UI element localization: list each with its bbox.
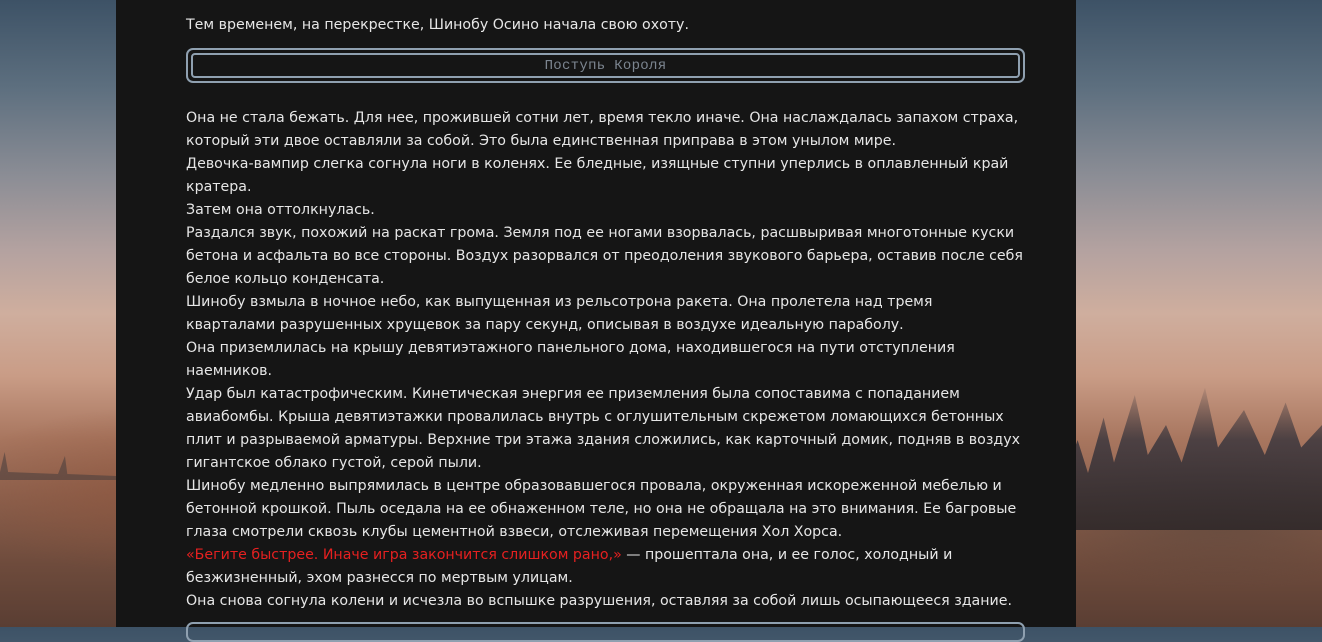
paragraph-line: который эти двое оставляли за собой. Это была единственная приправа в этом унылом мире. bbox=[186, 133, 897, 149]
paragraph-line: Она приземлилась на крышу девятиэтажного панельного дома, находившегося на пути отступления bbox=[186, 340, 955, 356]
paragraph-line: кварталами разрушенных хрущевок за пару секунд, описывая в воздухе идеальную параболу. bbox=[186, 317, 904, 333]
background-rocks-left bbox=[0, 440, 116, 480]
paragraph-line: гигантское облако густой, серой пыли. bbox=[186, 455, 482, 471]
paragraph-line: кратера. bbox=[186, 179, 252, 195]
quote-line: безжизненный, эхом разнесся по мертвым улицам. bbox=[186, 570, 573, 586]
quote-paragraph bbox=[186, 544, 1036, 590]
story-body bbox=[186, 107, 1036, 613]
intro-line: Тем временем, на перекрестке, Шинобу Осино начала свою охоту. bbox=[186, 17, 689, 33]
paragraph-line: Она не стала бежать. Для нее, прожившей сотни лет, время текло иначе. Она наслаждалась запахом страха, bbox=[186, 110, 1019, 126]
paragraph-line: Шинобу взмыла в ночное небо, как выпущенная из рельсотрона ракета. Она пролетела над тремя bbox=[186, 294, 933, 310]
paragraph-line: Раздался звук, похожий на раскат грома. Земля под ее ногами взорвалась, расшвыривая многотонные куски bbox=[186, 225, 1015, 241]
paragraph bbox=[186, 475, 1036, 544]
paragraph-line: глаза смотрели сквозь клубы цементной взвеси, отслеживая перемещения Хол Хорса. bbox=[186, 524, 843, 540]
paragraph-line: Затем она оттолкнулась. bbox=[186, 202, 375, 218]
paragraph-line: бетонной крошкой. Пыль оседала на ее обнаженном теле, но она не обращала на это внимания. Ее багровые bbox=[186, 501, 1017, 517]
background-rocks-right bbox=[1062, 380, 1322, 530]
paragraph-line: плит и разрываемой арматуры. Верхние три этажа здания сложились, как карточный домик, подняв в воздух bbox=[186, 432, 1020, 448]
paragraph-line: Шинобу медленно выпрямилась в центре образовавшегося провала, окруженная искореженной мебелью и bbox=[186, 478, 1002, 494]
story-panel bbox=[116, 0, 1076, 627]
paragraph bbox=[186, 153, 1036, 199]
quote-line bbox=[186, 544, 1036, 567]
paragraph-line: белое кольцо конденсата. bbox=[186, 271, 385, 287]
paragraph bbox=[186, 590, 1036, 613]
section-title: Поступь Короля bbox=[544, 57, 667, 74]
paragraph bbox=[186, 291, 1036, 337]
paragraph-line: бетона и асфальта во все стороны. Воздух разорвался от преодоления звукового барьера, оставив после себя bbox=[186, 248, 1023, 264]
section-title-frame bbox=[186, 48, 1025, 83]
paragraph-line: наемников. bbox=[186, 363, 273, 379]
spoken-quote: «Бегите быстрее. Иначе игра закончится слишком рано,» bbox=[186, 547, 622, 563]
paragraph bbox=[186, 199, 1036, 222]
paragraph bbox=[186, 337, 1036, 383]
paragraph bbox=[186, 383, 1036, 475]
quote-attribution: — прошептала она, и ее голос, холодный и bbox=[621, 547, 953, 563]
closing-line: Она снова согнула колени и исчезла во вспышке разрушения, оставляя за собой лишь осыпающееся здание. bbox=[186, 593, 1012, 609]
paragraph bbox=[186, 222, 1036, 291]
paragraph-line: Девочка-вампир слегка согнула ноги в коленях. Ее бледные, изящные ступни уперлись в оплавленный край bbox=[186, 156, 1009, 172]
paragraph-line: Удар был катастрофическим. Кинетическая энергия ее приземления была сопоставима с попаданием bbox=[186, 386, 960, 402]
paragraph-line: авиабомбы. Крыша девятиэтажки провалилась внутрь с оглушительным скрежетом ломающихся бетонных bbox=[186, 409, 1004, 425]
paragraph bbox=[186, 107, 1036, 153]
next-section-frame bbox=[186, 622, 1025, 642]
